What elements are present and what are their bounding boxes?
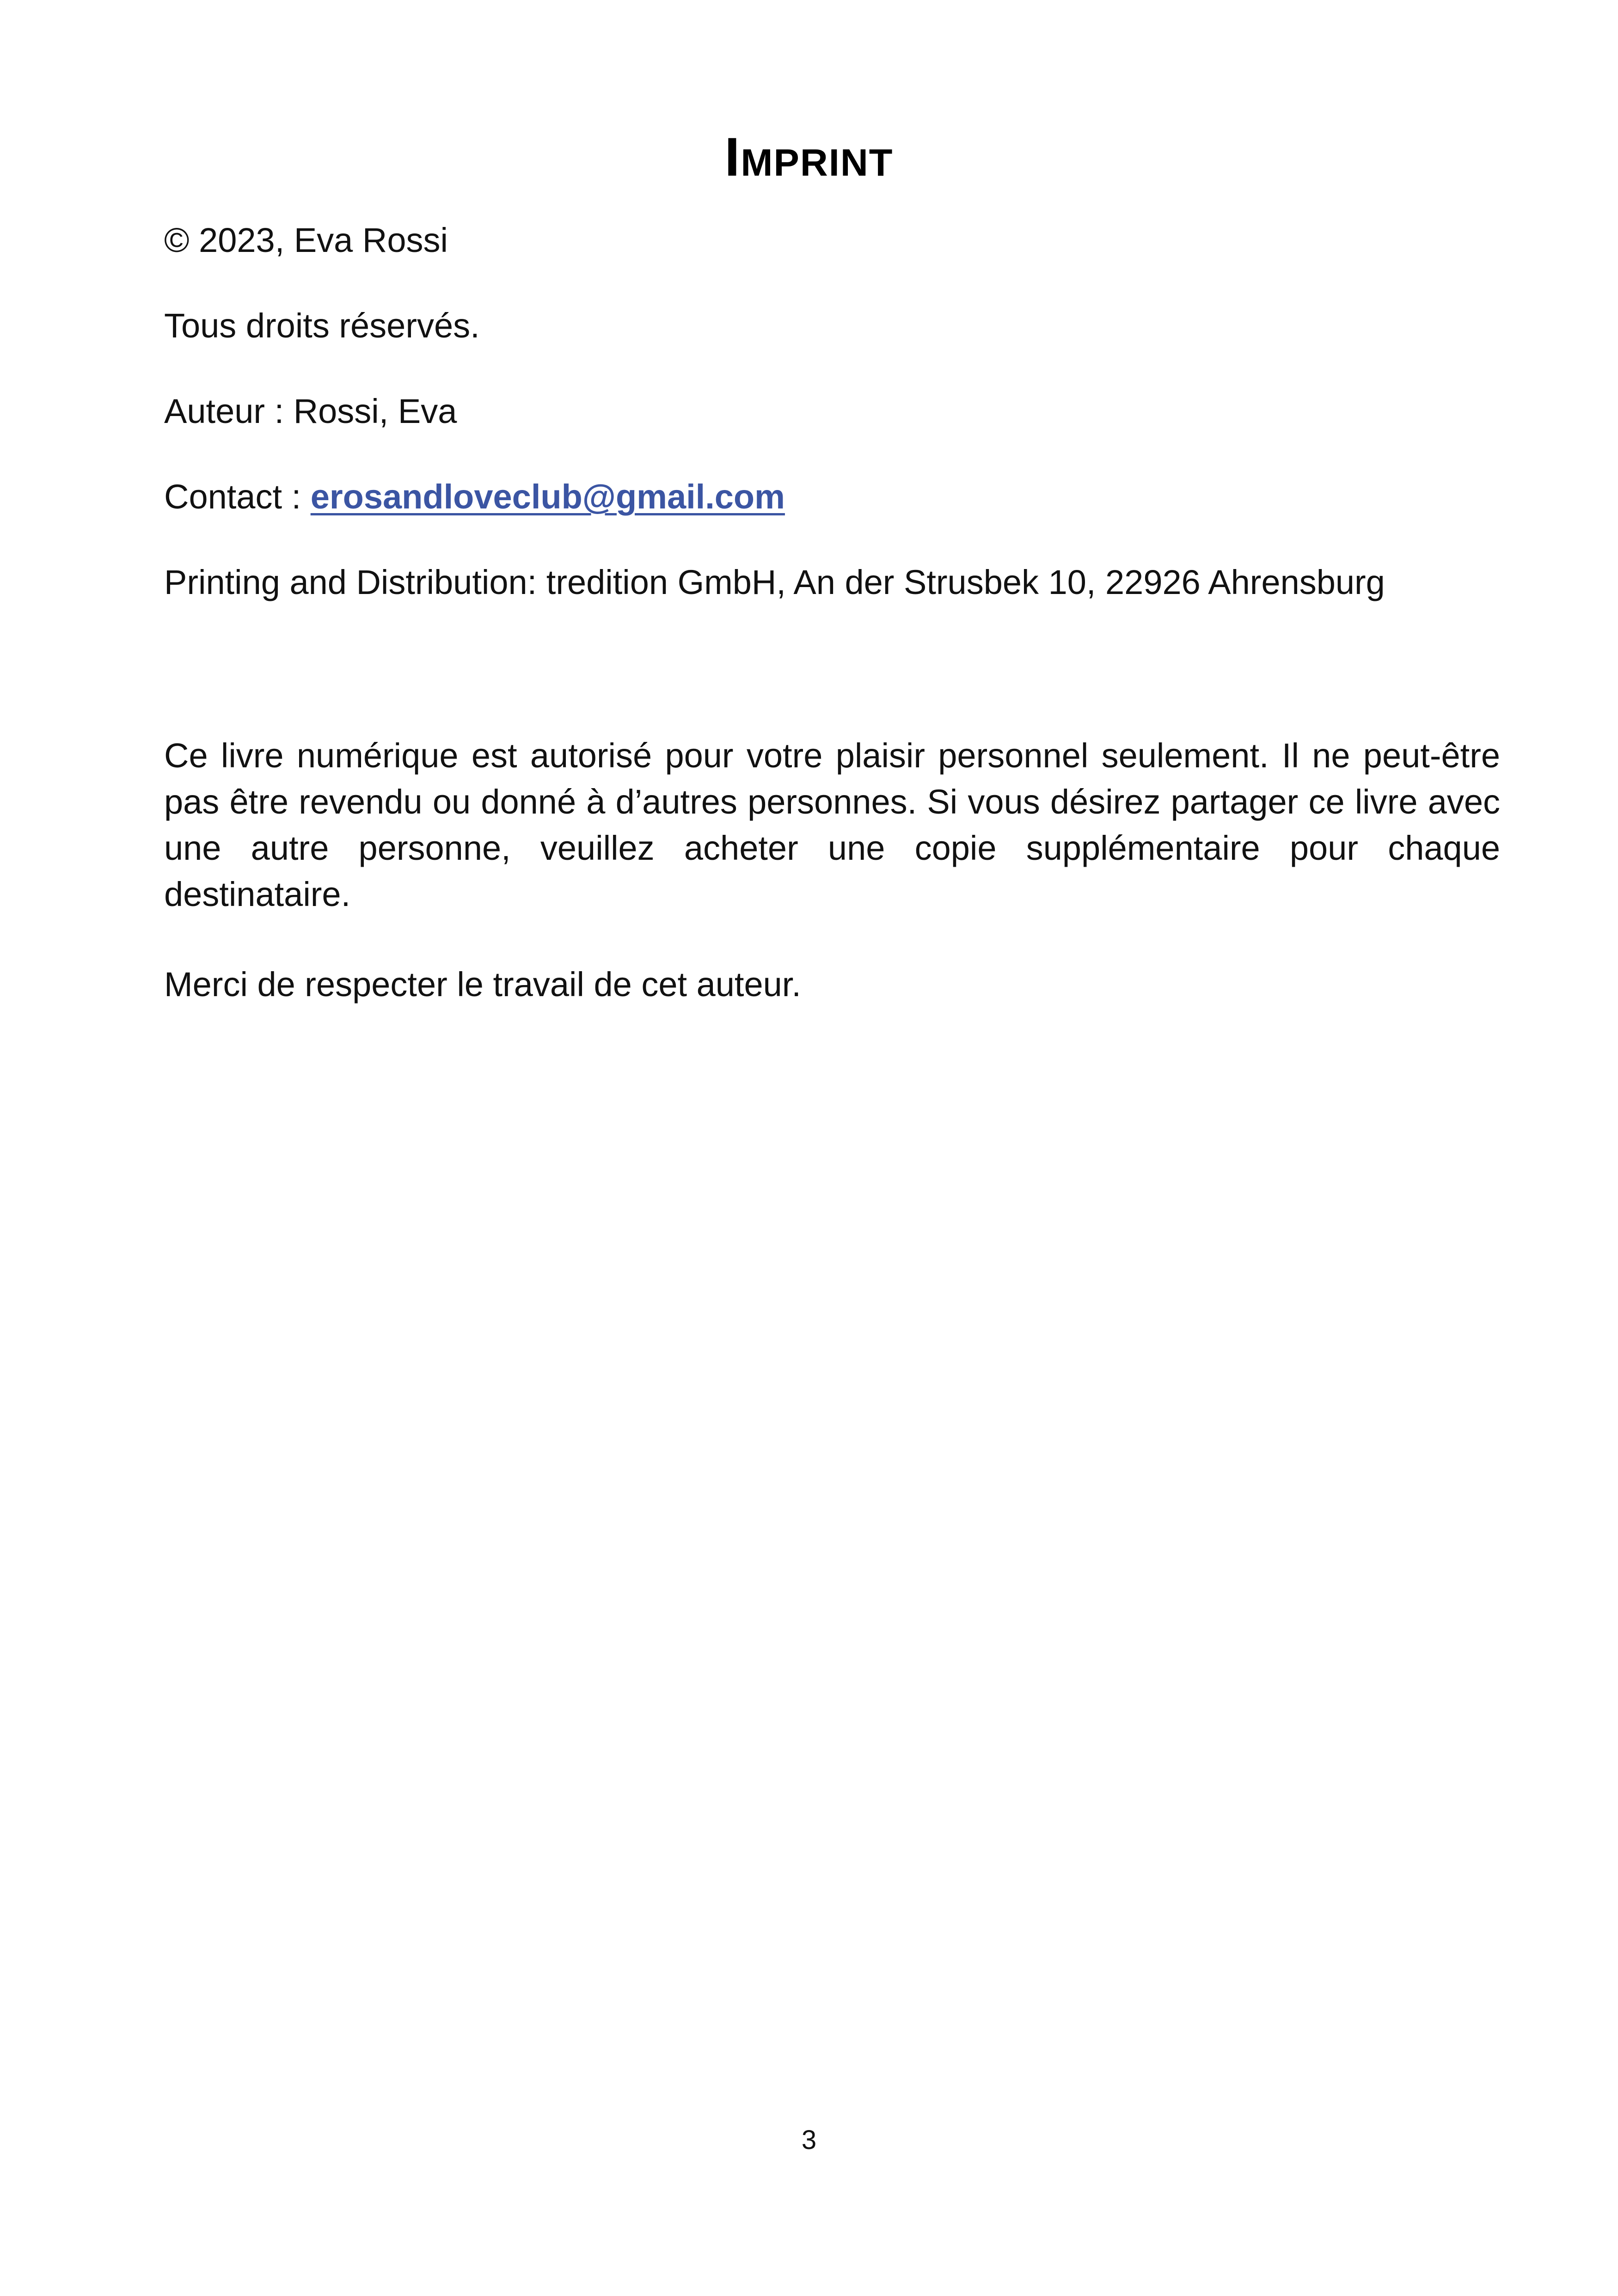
license-paragraph: Ce livre numérique est autorisé pour votre plaisir personnel seulement. Il ne peut-être pas être revendu ou donné à d’autres personnes. Si vous désirez partager ce livre avec une autre personne, veuillez acheter une copie supplémentaire pour chaque destinataire. bbox=[164, 736, 1500, 913]
printing-distribution-line: Printing and Distribution: tredition GmbH, An der Strusbek 10, 22926 Ahrensburg bbox=[164, 563, 1385, 601]
page-number: 3 bbox=[801, 2125, 817, 2155]
contact-line bbox=[164, 474, 1500, 520]
author-line: Auteur : Rossi, Eva bbox=[164, 392, 457, 430]
rights-line: Tous droits réservés. bbox=[164, 306, 480, 345]
contact-email-link[interactable]: erosandloveclub@gmail.com bbox=[310, 478, 785, 516]
contact-label: Contact : bbox=[164, 478, 311, 516]
page-title: Imprint bbox=[724, 127, 894, 188]
thanks-line: Merci de respecter le travail de cet auteur. bbox=[164, 965, 801, 1004]
copyright-line: © 2023, Eva Rossi bbox=[164, 221, 448, 259]
